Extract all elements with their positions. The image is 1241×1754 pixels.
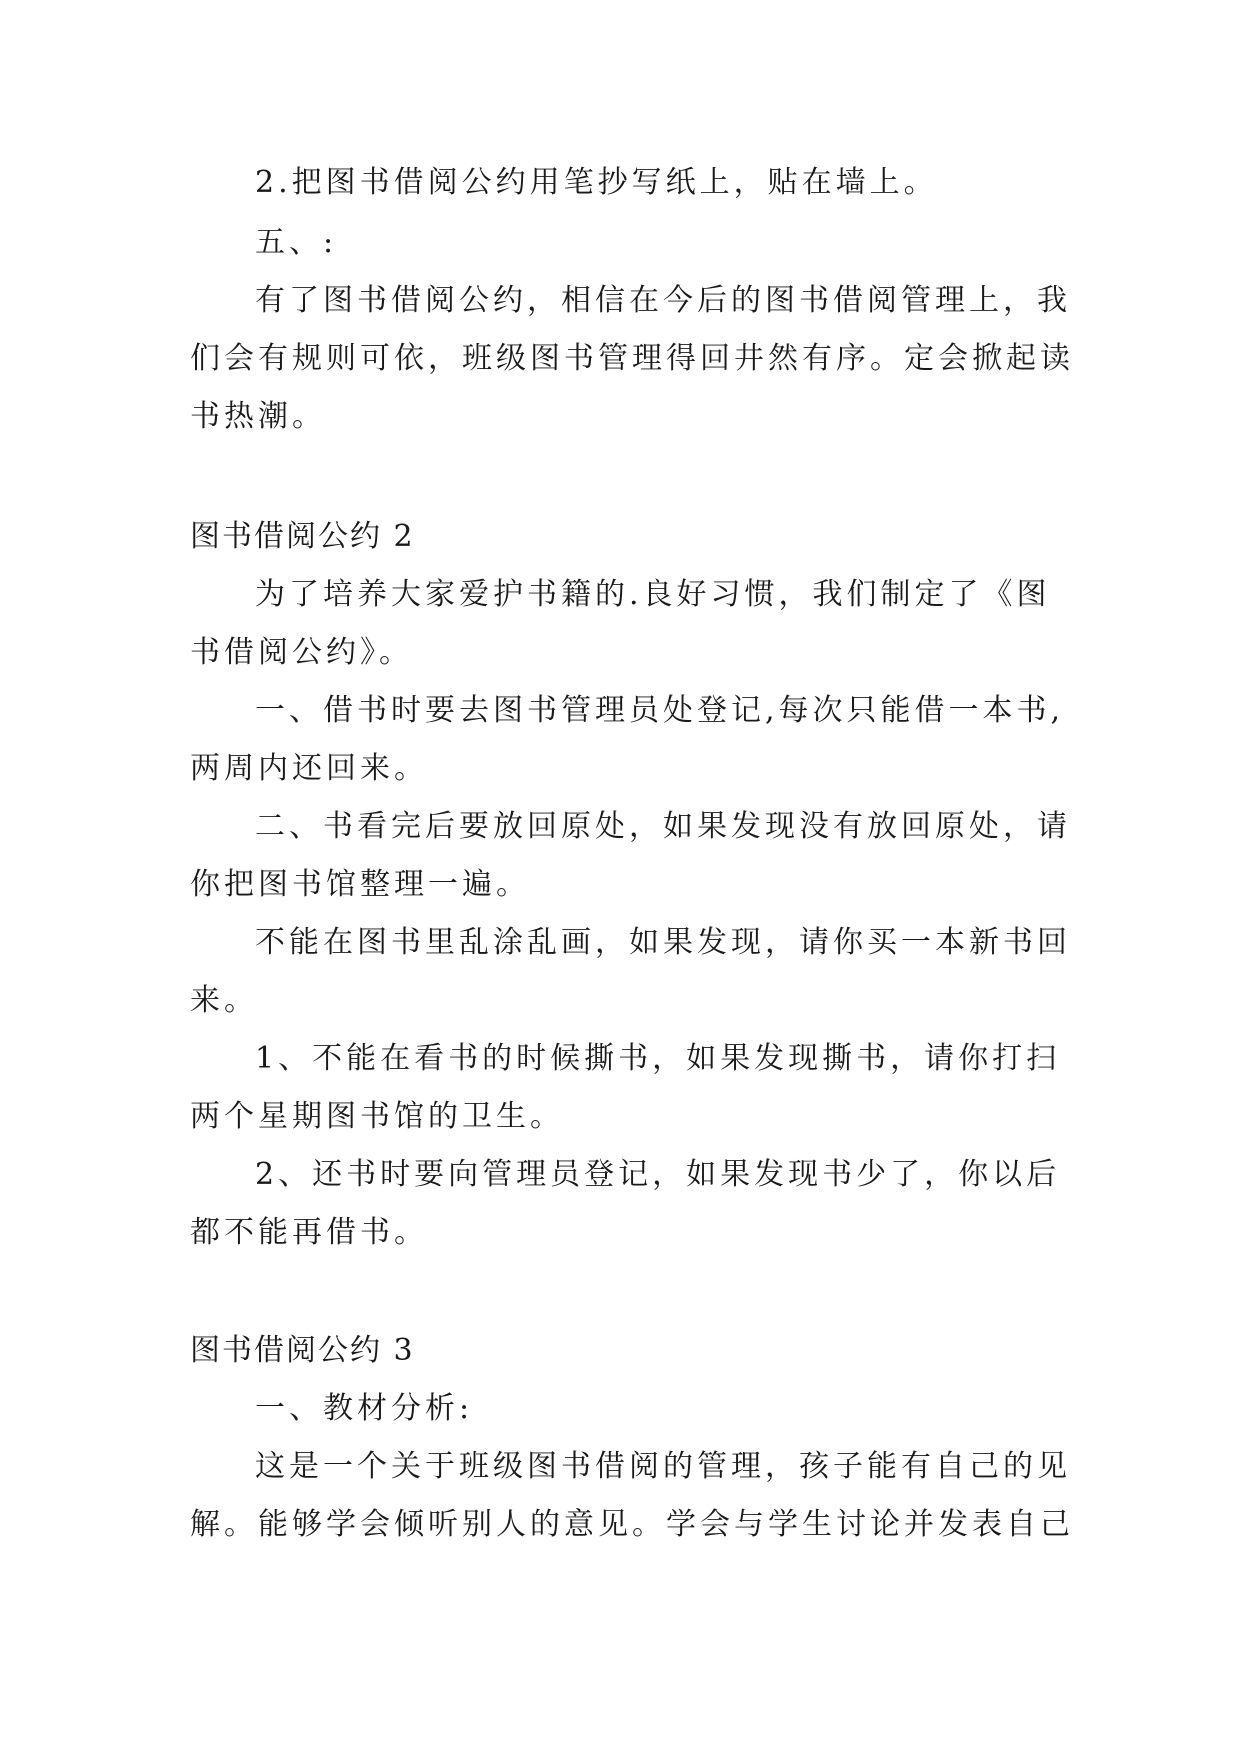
section-heading-five: 五、: (255, 225, 338, 260)
paragraph-line: 为了培养大家爱护书籍的.良好习惯，我们制定了《图 (255, 577, 1051, 612)
paragraph-line: 二、书看完后要放回原处，如果发现没有放回原处，请 (255, 809, 1071, 844)
paragraph-line: 来。 (190, 983, 258, 1018)
paragraph-line: 解。能够学会倾听别人的意见。学会与学生讨论并发表自己 (190, 1507, 1074, 1542)
paragraph-line: 有了图书借阅公约，相信在今后的图书借阅管理上，我 (255, 283, 1071, 318)
article-title-3: 图书借阅公约 3 (190, 1333, 415, 1368)
paragraph-line: 两周内还回来。 (190, 751, 428, 786)
paragraph-line: 两个星期图书馆的卫生。 (190, 1099, 564, 1134)
paragraph-line: 你把图书馆整理一遍。 (190, 867, 530, 902)
article-title-2: 图书借阅公约 2 (190, 519, 415, 554)
paragraph-line: 这是一个关于班级图书借阅的管理，孩子能有自己的见 (255, 1449, 1071, 1484)
paragraph-line: 书借阅公约》。 (190, 635, 413, 670)
paragraph-line: 2、还书时要向管理员登记，如果发现书少了，你以后 (255, 1157, 1061, 1192)
paragraph-line: 2.把图书借阅公约用笔抄写纸上，贴在墙上。 (255, 165, 938, 200)
paragraph-line: 一、借书时要去图书管理员处登记,每次只能借一本书, (255, 693, 1065, 728)
paragraph-line: 都不能再借书。 (190, 1215, 428, 1250)
paragraph-line: 们会有规则可依，班级图书管理得回井然有序。定会掀起读 (190, 341, 1074, 376)
section-heading-one: 一、教材分析: (255, 1391, 474, 1426)
paragraph-line: 1、不能在看书的时候撕书，如果发现撕书，请你打扫 (255, 1041, 1061, 1076)
paragraph-line: 书热潮。 (190, 399, 326, 434)
paragraph-line: 不能在图书里乱涂乱画，如果发现，请你买一本新书回 (255, 925, 1071, 960)
